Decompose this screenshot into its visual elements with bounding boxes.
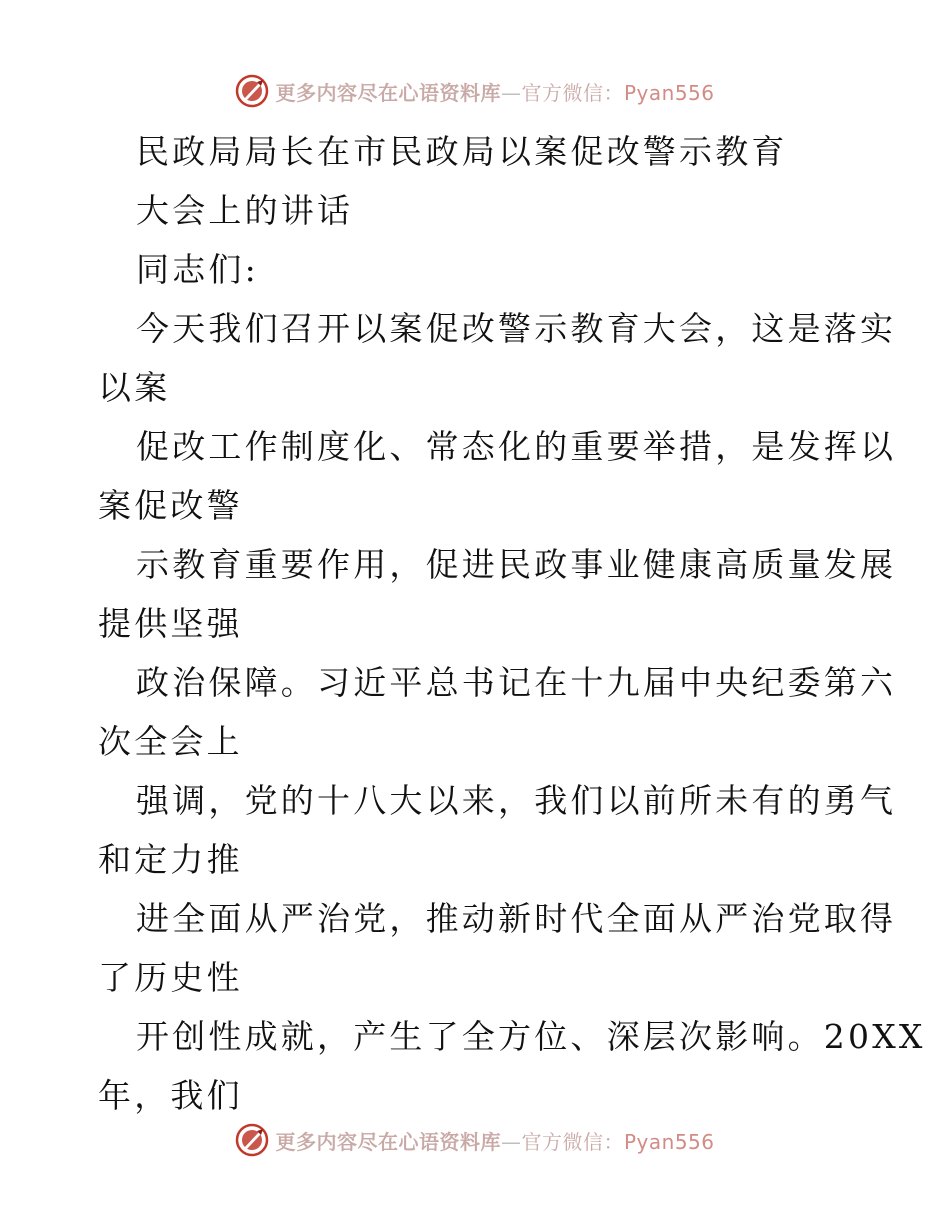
paragraph-line: 促改工作制度化、常态化的重要举措，是发挥以 (136, 427, 897, 466)
banner-wechat-label: 官方微信： (521, 1129, 624, 1154)
header-watermark-banner (0, 71, 950, 111)
paragraph-line: 示教育重要作用，促进民政事业健康高质量发展 (136, 545, 897, 584)
quill-seal-logo-icon (235, 74, 269, 108)
paragraph-line: 今天我们召开以案促改警示教育大会，这是落实 (136, 309, 897, 348)
paragraph-line: 年，我们 (98, 1076, 243, 1115)
paragraph-line: 和定力推 (98, 840, 243, 879)
paragraph-line: 开创性成就，产生了全方位、深层次影响。20XX (136, 1017, 926, 1056)
quill-seal-logo-icon (235, 1123, 269, 1157)
banner-wechat-id: Pyan556 (623, 80, 715, 105)
document-title-line-1: 民政局局长在市民政局以案促改警示教育 (136, 132, 788, 171)
footer-watermark-banner (0, 1120, 950, 1160)
banner-wechat-id: Pyan556 (623, 1129, 715, 1154)
paragraph-line: 了历史性 (98, 958, 243, 997)
banner-site-text: 更多内容尽在心语资料库 (275, 1129, 501, 1154)
banner-separator: — (500, 80, 522, 105)
banner-wechat-label: 官方微信： (521, 80, 624, 105)
document-body (98, 122, 926, 1125)
paragraph-line: 政治保障。习近平总书记在十九届中央纪委第六 (136, 663, 897, 702)
paragraph-line: 次全会上 (98, 722, 243, 761)
paragraph-line: 强调，党的十八大以来，我们以前所未有的勇气 (136, 781, 897, 820)
paragraph-line: 案促改警 (98, 486, 243, 525)
document-title-line-2: 大会上的讲话 (136, 191, 354, 230)
banner-separator: — (500, 1129, 522, 1154)
salutation: 同志们: (136, 250, 259, 289)
paragraph-line: 提供坚强 (98, 604, 243, 643)
banner-site-text: 更多内容尽在心语资料库 (275, 80, 501, 105)
paragraph-line: 进全面从严治党，推动新时代全面从严治党取得 (136, 899, 897, 938)
paragraph-line: 以案 (98, 368, 171, 407)
